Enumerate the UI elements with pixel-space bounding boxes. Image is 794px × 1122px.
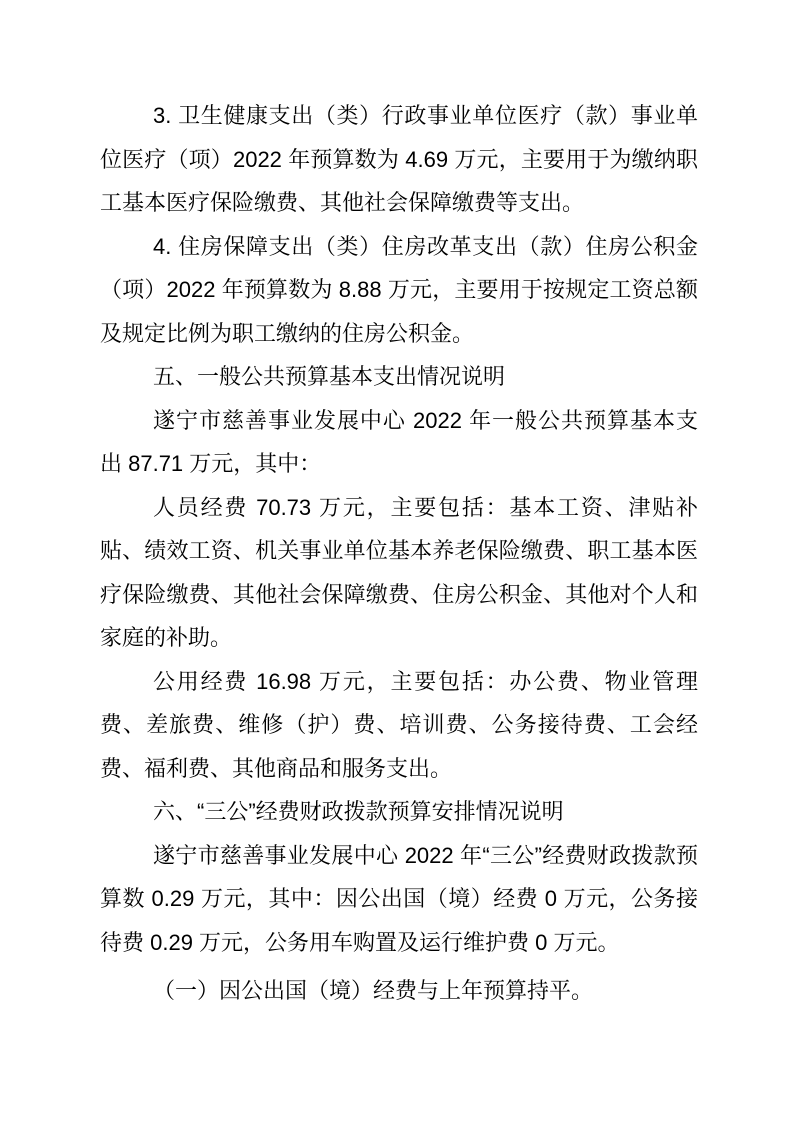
document-body bbox=[100, 94, 698, 1013]
paragraph-basic-expenditure-total: 遂宁市慈善事业发展中心 2022 年一般公共预算基本支出 87.71 万元，其中： bbox=[100, 407, 698, 476]
heading-section-five-basic-expenditure: 五、一般公共预算基本支出情况说明 bbox=[153, 364, 506, 389]
paragraph-three-public-funds-budget: 遂宁市慈善事业发展中心 2022 年“三公”经费财政拨款预算数 0.29 万元，其中：因公出国（境）经费 0 万元，公务接待费 0.29 万元，公务用车购置及运行维护费 0 万元。 bbox=[100, 842, 698, 955]
paragraph-housing-expenditure: 4. 住房保障支出（类）住房改革支出（款）住房公积金（项）2022 年预算数为 8.88 万元，主要用于按规定工资总额及规定比例为职工缴纳的住房公积金。 bbox=[100, 233, 698, 346]
paragraph-health-expenditure: 3. 卫生健康支出（类）行政事业单位医疗（款）事业单位医疗（项）2022 年预算数为 4.69 万元，主要用于为缴纳职工基本医疗保险缴费、其他社会保障缴费等支出。 bbox=[100, 103, 698, 215]
paragraph-personnel-funds: 人员经费 70.73 万元，主要包括：基本工资、津贴补贴、绩效工资、机关事业单位基本养老保险缴费、职工基本医疗保险缴费、其他社会保障缴费、住房公积金、其他对个人和家庭的补助。 bbox=[100, 494, 698, 650]
paragraph-public-operating-funds: 公用经费 16.98 万元，主要包括：办公费、物业管理费、差旅费、维修（护）费、培训费、公务接待费、工会经费、福利费、其他商品和服务支出。 bbox=[100, 668, 698, 781]
heading-section-six-three-public-funds: 六、“三公”经费财政拨款预算安排情况说明 bbox=[153, 799, 564, 824]
paragraph-overseas-travel-funds: （一）因公出国（境）经费与上年预算持平。 bbox=[153, 978, 594, 1003]
